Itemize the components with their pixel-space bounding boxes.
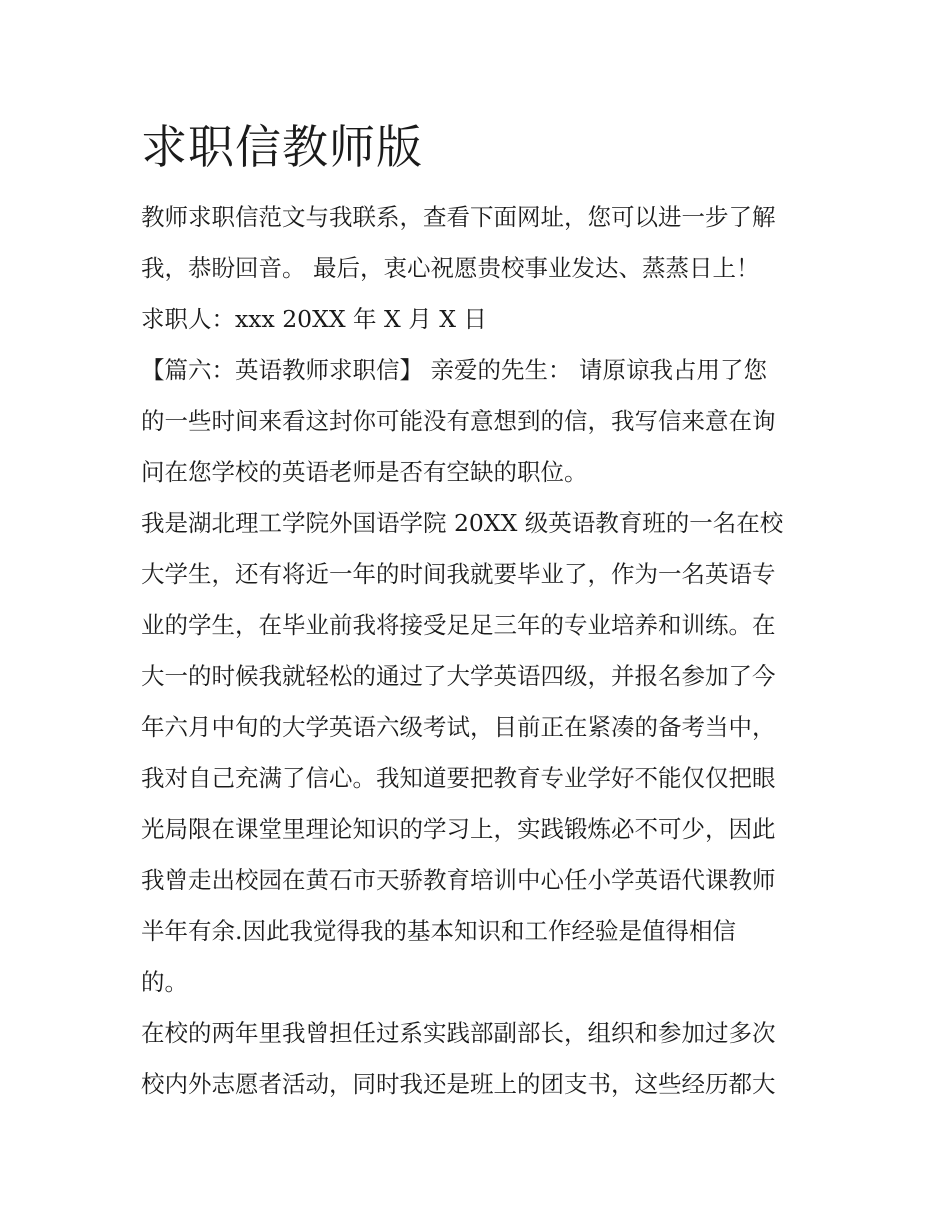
document-content [141, 112, 821, 1110]
paragraph-background [141, 498, 821, 1008]
text-line: 校内外志愿者活动，同时我还是班上的团支书，这些经历都大 [141, 1070, 776, 1098]
text-line: 求职人：xxx 20XX 年 X 月 X 日 [141, 305, 487, 333]
text-line: 业的学生，在毕业前我将接受足足三年的专业培养和训练。在 [141, 611, 776, 639]
paragraph-activities [141, 1008, 821, 1110]
text-line: 问在您学校的英语老师是否有空缺的职位。 [141, 458, 588, 486]
text-line: 【篇六：英语教师求职信】 亲爱的先生： 请原谅我占用了您 [141, 356, 767, 384]
text-line: 光局限在课堂里理论知识的学习上，实践锻炼必不可少，因此 [141, 815, 776, 843]
text-line: 的。 [141, 968, 188, 996]
document-title: 求职信教师版 [141, 120, 423, 174]
text-line: 的一些时间来看这封你可能没有意想到的信，我写信来意在询 [141, 407, 776, 435]
text-line: 大学生，还有将近一年的时间我就要毕业了，作为一名英语专 [141, 560, 776, 588]
paragraph-section-six [141, 345, 821, 498]
text-line: 半年有余.因此我觉得我的基本知识和工作经验是值得相信 [141, 917, 736, 945]
text-line: 我曾走出校园在黄石市天骄教育培训中心任小学英语代课教师 [141, 866, 776, 894]
text-line: 教师求职信范文与我联系，查看下面网址，您可以进一步了解 [141, 203, 776, 231]
text-line: 我对自己充满了信心。我知道要把教育专业学好不能仅仅把眼 [141, 764, 776, 792]
text-line: 我，恭盼回音。 最后，衷心祝愿贵校事业发达、蒸蒸日上！ [141, 254, 760, 282]
text-line: 大一的时候我就轻松的通过了大学英语四级，并报名参加了今 [141, 662, 776, 690]
paragraph-signature [141, 294, 821, 345]
text-line: 我是湖北理工学院外国语学院 20XX 级英语教育班的一名在校 [141, 509, 784, 537]
text-line: 年六月中旬的大学英语六级考试，目前正在紧凑的备考当中， [141, 713, 776, 741]
paragraph-contact [141, 192, 821, 294]
text-line: 在校的两年里我曾担任过系实践部副部长，组织和参加过多次 [141, 1019, 776, 1047]
